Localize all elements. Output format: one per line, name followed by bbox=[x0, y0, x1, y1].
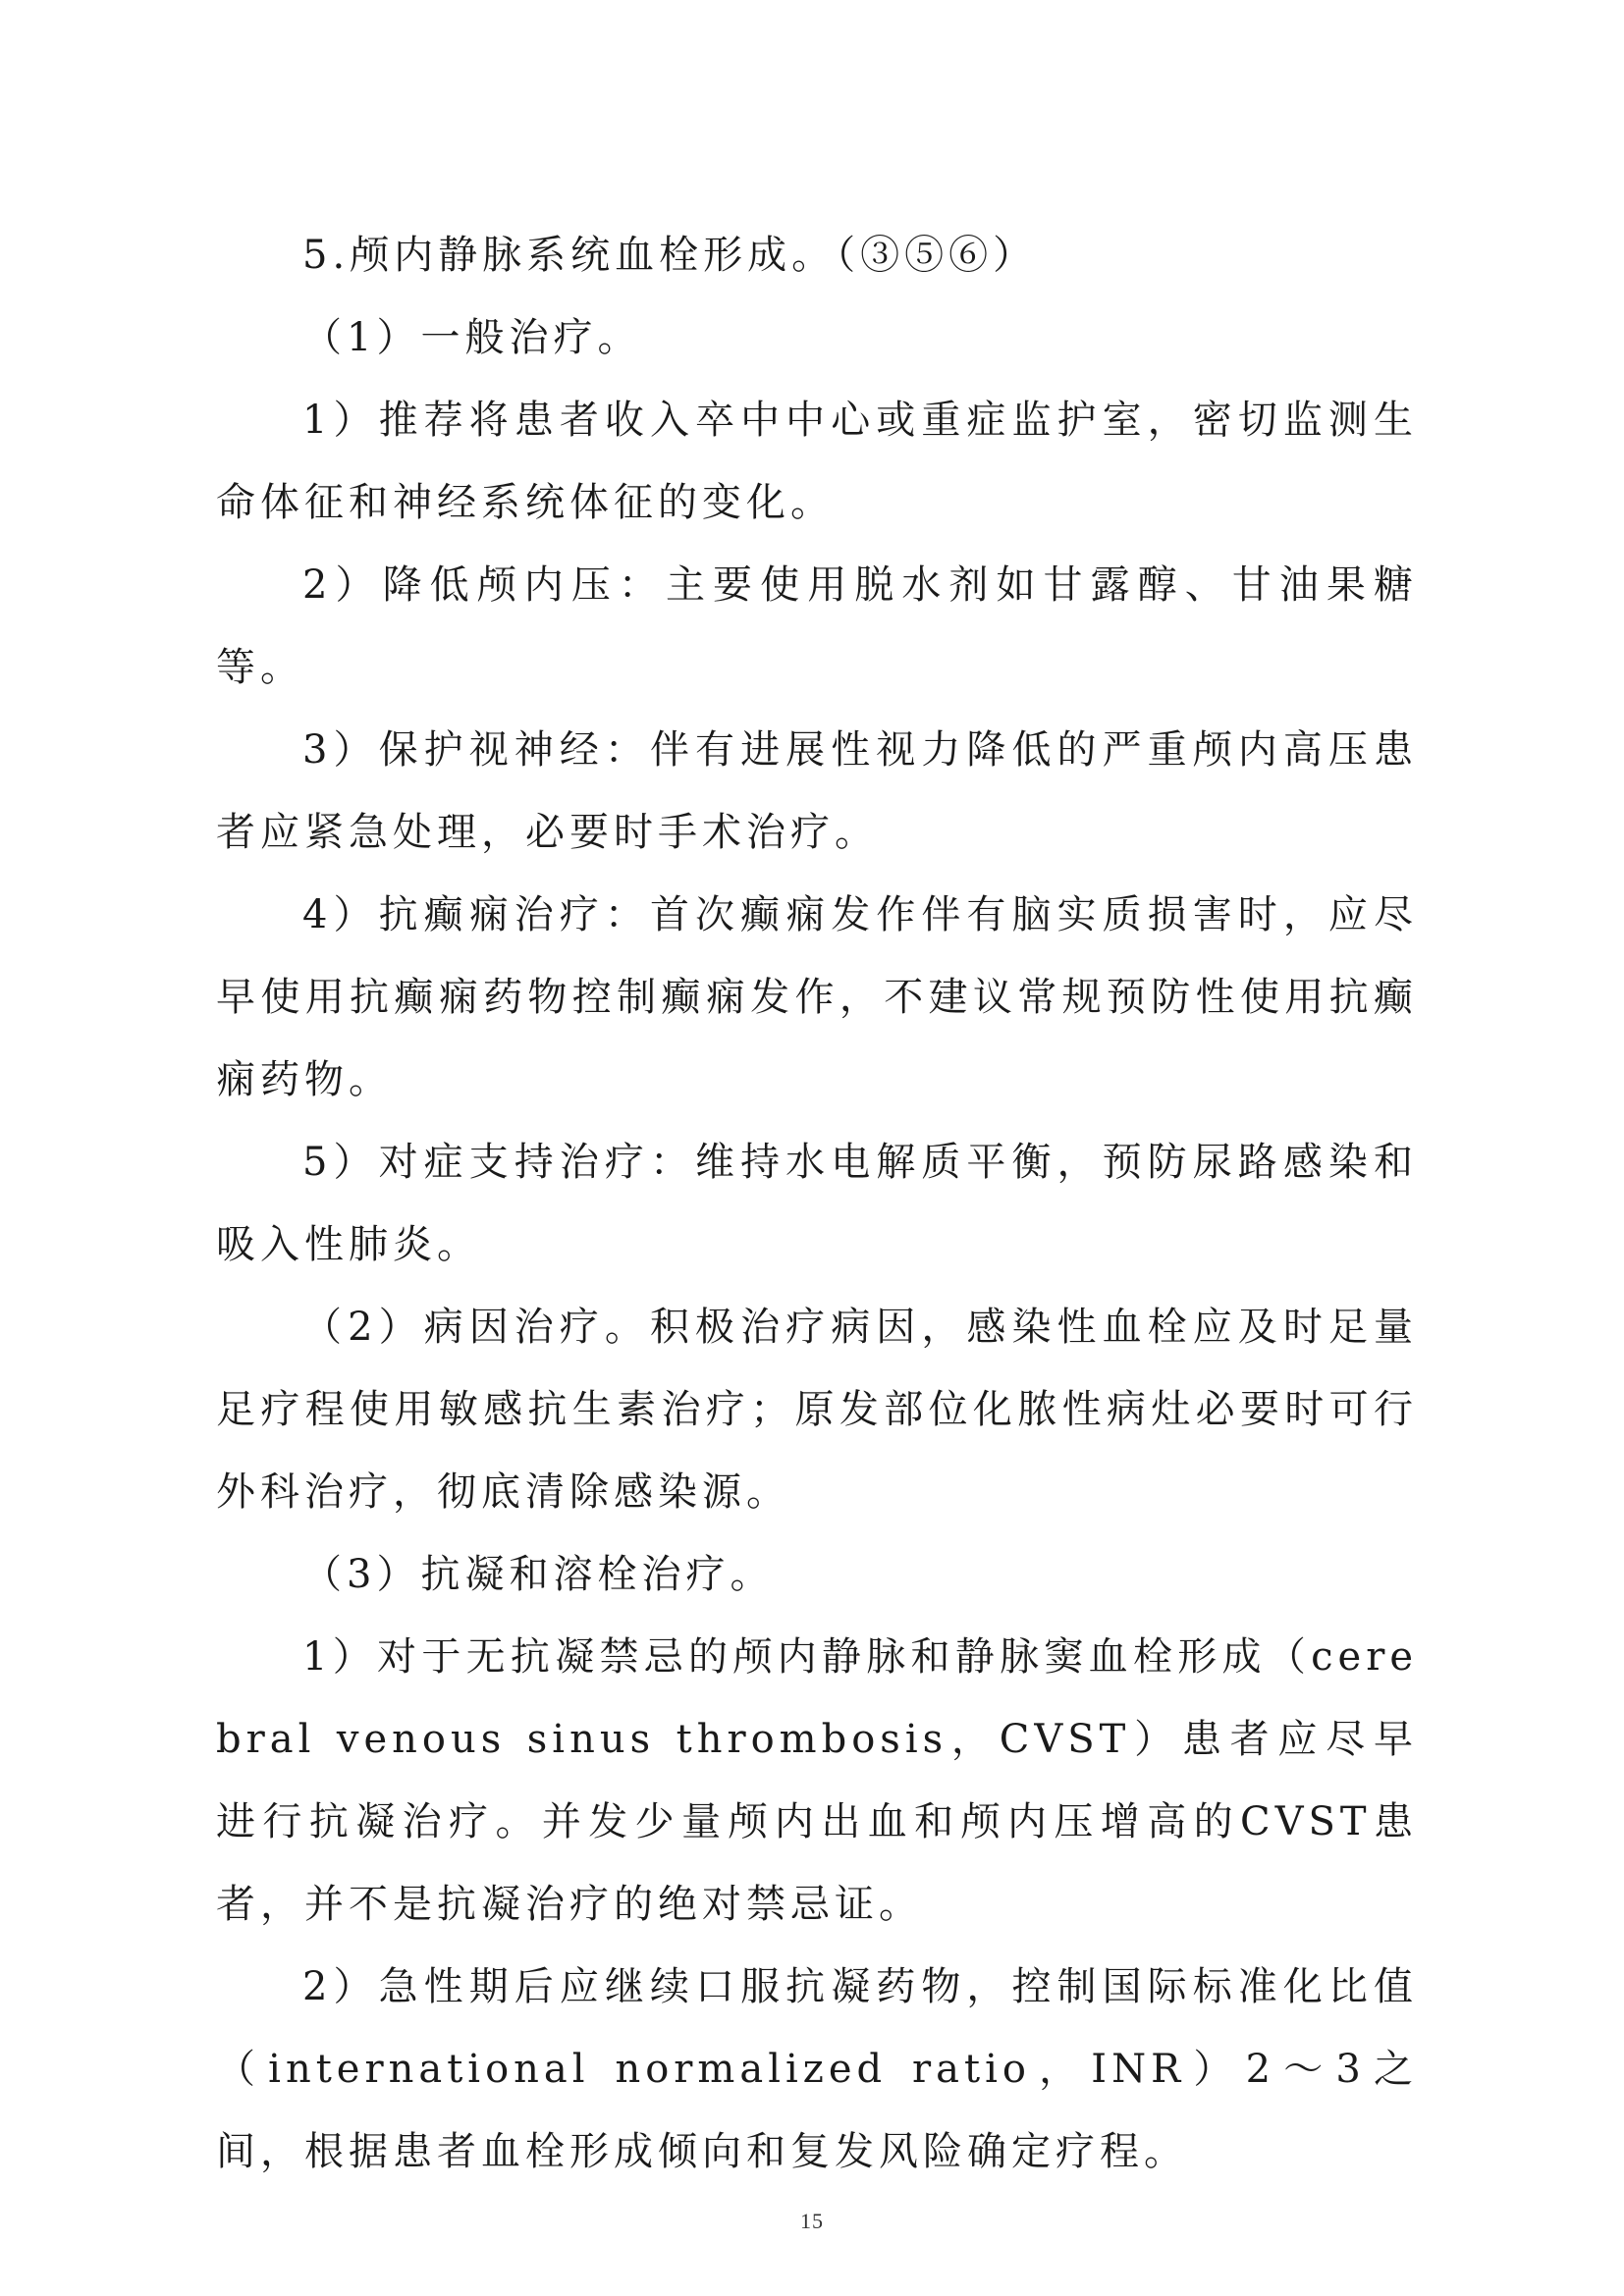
paragraph-stroke-center: 1）推荐将患者收入卒中中心或重症监护室，密切监测生命体征和神经系统体征的变化。 bbox=[216, 398, 1418, 525]
page-number: 15 bbox=[800, 2209, 824, 2233]
paragraph-optic-nerve: 3）保护视神经：伴有进展性视力降低的严重颅内高压患者应紧急处理，必要时手术治疗。 bbox=[216, 727, 1418, 855]
section-heading: 5.颅内静脉系统血栓形成。（③⑤⑥） bbox=[302, 233, 1038, 278]
document-body bbox=[216, 214, 1418, 2193]
subsection-heading-general-treatment: （1）一般治疗。 bbox=[302, 315, 642, 360]
paragraph-oral-anticoagulant: 2）急性期后应继续口服抗凝药物，控制国际标准化比值（international normalized ratio，INR）2～3之间，根据患者血栓形成倾向和复发风险确定疗程。 bbox=[216, 1964, 1418, 2174]
paragraph-etiology-treatment: （2）病因治疗。积极治疗病因，感染性血栓应及时足量足疗程使用敏感抗生素治疗；原发部位化脓性病灶必要时可行外科治疗，彻底清除感染源。 bbox=[216, 1305, 1418, 1515]
paragraph-supportive-care: 5）对症支持治疗：维持水电解质平衡，预防尿路感染和吸入性肺炎。 bbox=[216, 1140, 1418, 1267]
paragraph-cvst-anticoagulation: 1）对于无抗凝禁忌的颅内静脉和静脉窦血栓形成（cerebral venous sinus thrombosis，CVST）患者应尽早进行抗凝治疗。并发少量颅内出血和颅内压增高的CVST患者，并不是抗凝治疗的绝对禁忌证。 bbox=[216, 1634, 1418, 1927]
paragraph-antiepileptic: 4）抗癫痫治疗：首次癫痫发作伴有脑实质损害时，应尽早使用抗癫痫药物控制癫痫发作，不建议常规预防性使用抗癫痫药物。 bbox=[216, 892, 1418, 1102]
subsection-heading-anticoagulation: （3）抗凝和溶栓治疗。 bbox=[302, 1552, 775, 1597]
paragraph-intracranial-pressure: 2）降低颅内压：主要使用脱水剂如甘露醇、甘油果糖等。 bbox=[216, 562, 1418, 690]
